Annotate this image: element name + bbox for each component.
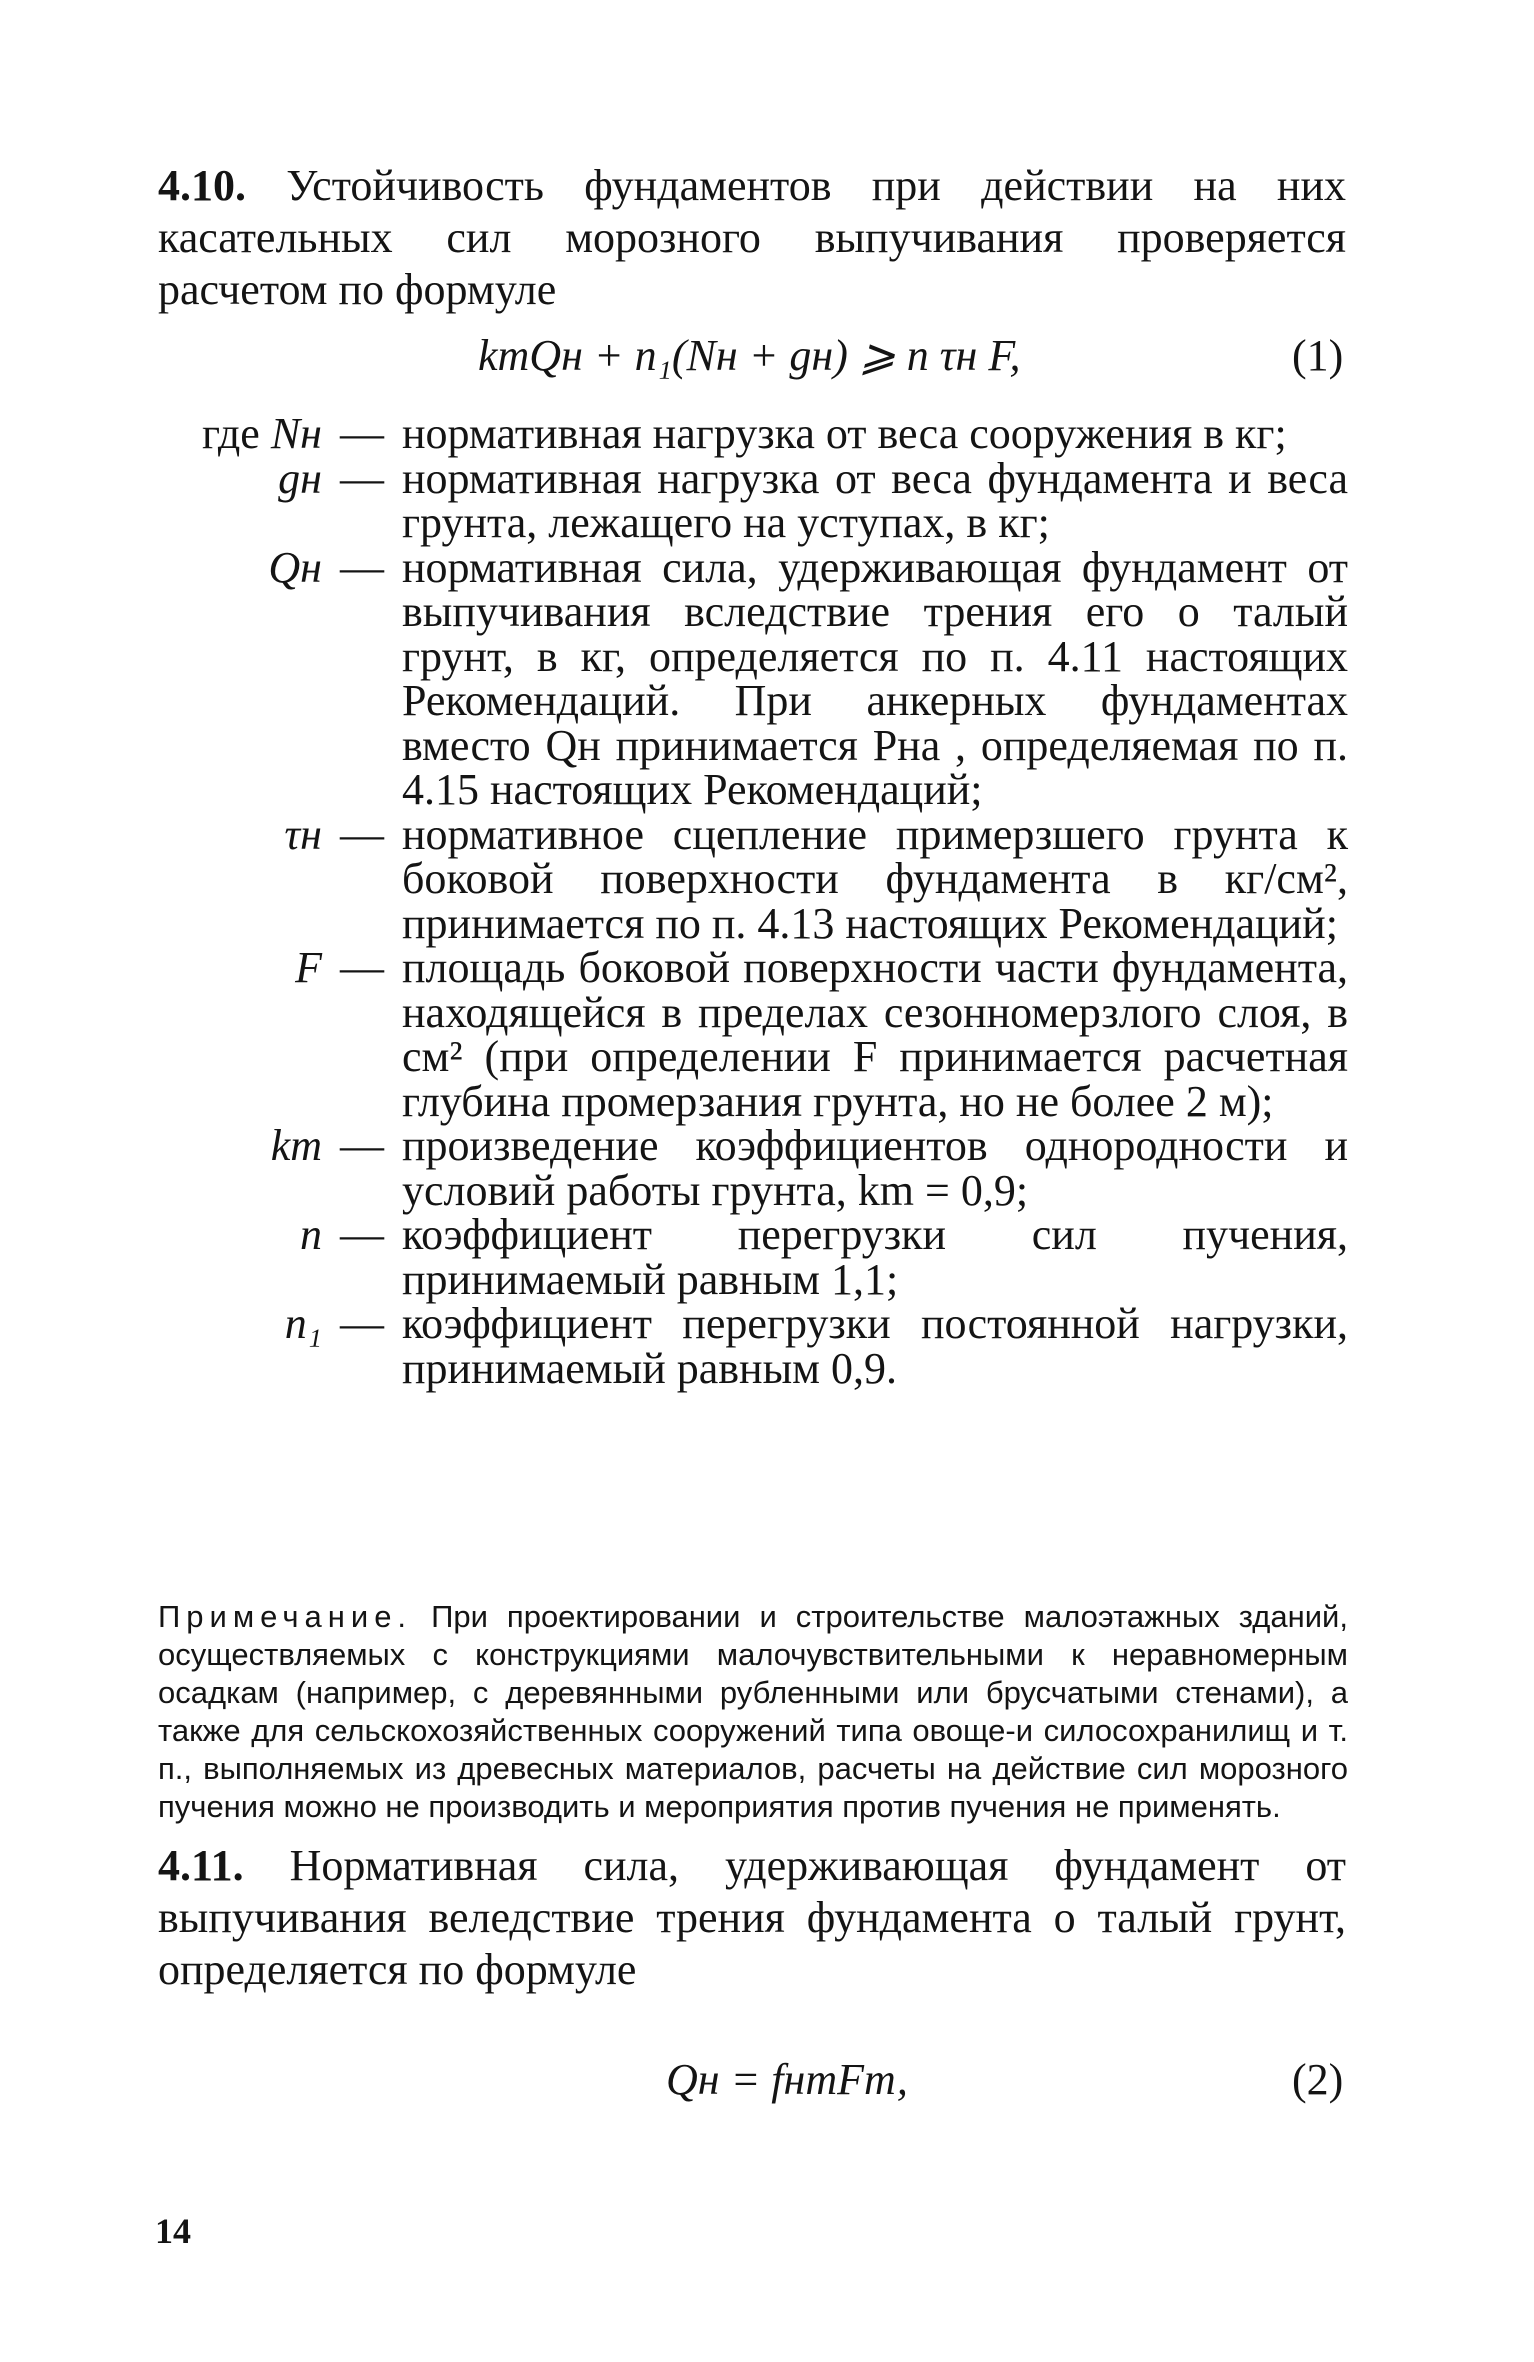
definition-dash: — xyxy=(340,809,384,859)
paragraph-4-11 xyxy=(158,1840,1346,1996)
definition-item xyxy=(158,542,1348,814)
definition-text: нормативная нагрузка от веса сооружения в кг; xyxy=(402,409,1287,458)
definition-text: коэффициент перегрузки сил пучения, принимаемый равным 1,1; xyxy=(402,1210,1348,1304)
note-label: Примечание. xyxy=(158,1599,413,1634)
definition-text: нормативное сцепление примерзшего грунта к боковой поверхности фундамента в кг/см², принимается по п. 4.13 настоящих Рекомендаций; xyxy=(402,809,1348,948)
definition-dash: — xyxy=(340,453,384,503)
definition-dash: — xyxy=(340,1210,384,1259)
section-number-4-10: 4.10. xyxy=(158,161,246,210)
definition-symbol: Nн xyxy=(270,409,322,458)
definition-text: нормативная сила, удерживающая фундамент от выпучивания вследствие трения его о талый грунт, в кг, определяется по п. 4.11 настоящих Рекомендаций. При анкерных фундаментах вместо Qн принимается Pнa , определяемая по п. 4.15 настоящих Рекомендаций; xyxy=(402,542,1348,814)
definition-dash: — xyxy=(340,542,384,592)
definition-symbol: n xyxy=(300,1210,322,1259)
formula-1: kmQн + n₁(Nн + gн) ⩾ n τн F, xyxy=(478,331,1021,380)
page-number: 14 xyxy=(155,2211,191,2251)
definition-dash: — xyxy=(340,1121,384,1170)
definition-symbol: gн xyxy=(278,453,322,503)
definition-text: площадь боковой поверхности части фундамента, находящейся в пределах сезонномерзлого слоя, в см² (при определении F принимается расчетная глубина промерзания грунта, но не более 2 м); xyxy=(402,943,1348,1126)
definition-item xyxy=(158,1210,1348,1304)
definition-symbol: Qн xyxy=(268,542,322,592)
formula-2-number: (2) xyxy=(1292,2055,1344,2104)
definition-item xyxy=(158,943,1348,1126)
paragraph-4-10-text: Устойчивость фундаментов при действии на них касательных сил морозного выпучивания проверяется расчетом по формуле xyxy=(158,161,1346,314)
definition-item xyxy=(158,1121,1348,1215)
definition-symbol: km xyxy=(270,1121,322,1170)
definition-text: нормативная нагрузка от веса фундамента и веса грунта, лежащего на уступах, в кг; xyxy=(402,453,1348,547)
definition-text: коэффициент перегрузки постоянной нагрузки, принимаемый равным 0,9. xyxy=(402,1299,1348,1393)
definition-dash: — xyxy=(340,409,384,458)
definition-text: произведение коэффициентов однородности и условий работы грунта, km = 0,9; xyxy=(402,1121,1348,1215)
definitions-list xyxy=(158,409,1348,1393)
definition-item xyxy=(158,1299,1348,1393)
definition-item xyxy=(158,453,1348,547)
definition-dash: — xyxy=(340,943,384,992)
definition-item xyxy=(158,809,1348,948)
paragraph-4-10 xyxy=(158,160,1346,316)
definition-symbol: τн xyxy=(284,809,322,859)
definition-item xyxy=(158,409,1348,458)
note-block xyxy=(158,1598,1348,1826)
formula-2: Qн = fнтFт, xyxy=(666,2055,908,2104)
section-number-4-11: 4.11. xyxy=(158,1841,244,1890)
formula-1-number: (1) xyxy=(1292,331,1344,380)
definition-intro: где xyxy=(202,409,260,458)
definition-symbol: n₁ xyxy=(284,1299,322,1348)
note-text: При проектировании и строительстве малоэтажных зданий, осуществляемых с конструкциями малочувствительными к неравномерным осадкам (например, с деревянными рубленными или брусчатыми стенами), а также для сельскохозяйственных сооружений типа овоще-и силосохранилищ и т. п., выполняемых из древесных материалов, расчеты на действие сил морозного пучения можно не производить и мероприятия против пучения не применять. xyxy=(158,1599,1348,1824)
definition-symbol: F xyxy=(295,943,322,992)
paragraph-4-11-text: Нормативная сила, удерживающая фундамент от выпучивания веледствие трения фундамента о талый грунт, определяется по формуле xyxy=(158,1841,1347,1994)
definition-dash: — xyxy=(340,1299,384,1348)
